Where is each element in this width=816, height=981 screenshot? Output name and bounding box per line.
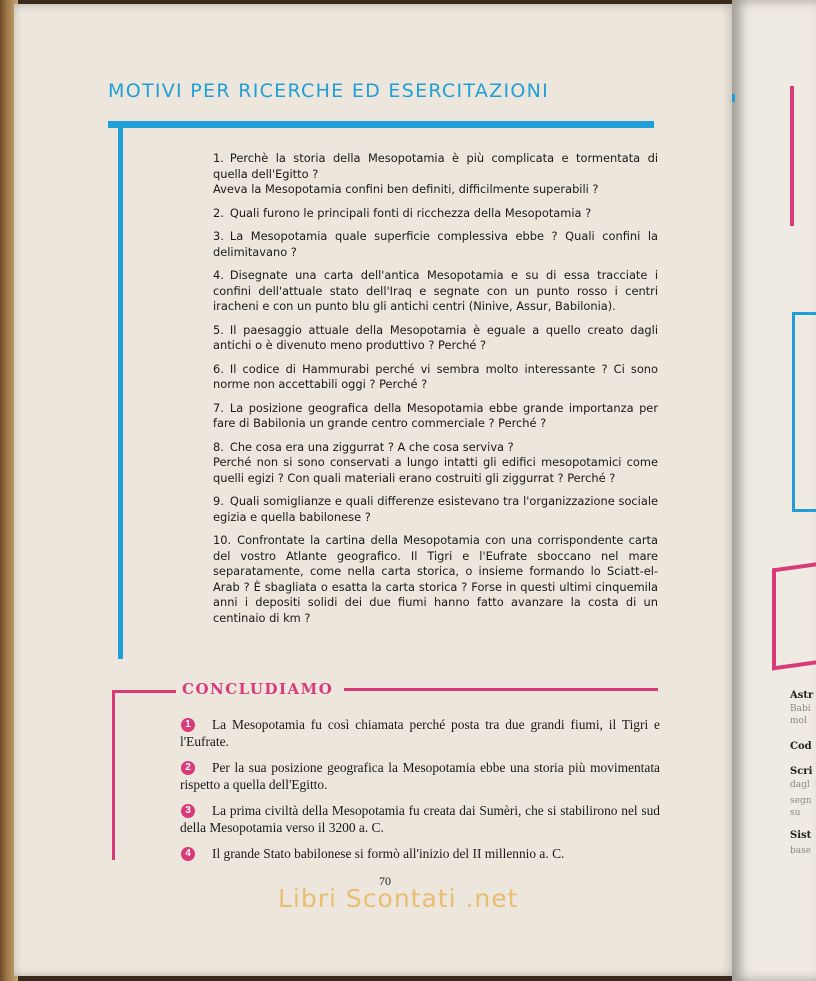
pink-frame-top-left <box>112 690 176 693</box>
pink-frame-left <box>112 690 115 860</box>
question-item: 5. Il paesaggio attuale della Mesopotamia è eguale a quello creato dagli antichi o è divenuto meno produttivo ? Perché ? <box>213 322 658 352</box>
number-bullet-icon: 1 <box>181 718 195 732</box>
pink-frame-top-right <box>344 688 658 691</box>
adjacent-pink-box <box>772 560 816 671</box>
adjacent-text-fragment: Cod <box>790 741 812 752</box>
adjacent-text-fragment: Babi <box>790 704 811 714</box>
number-bullet-icon: 3 <box>181 804 195 818</box>
conclusions-title: CONCLUDIAMO <box>182 680 334 698</box>
blue-frame-left-rule <box>118 121 123 659</box>
adjacent-pink-bar <box>790 86 794 226</box>
adjacent-text-fragment: base <box>790 846 812 856</box>
adjacent-text-fragment: Scri <box>790 766 813 777</box>
question-item: 1. Perchè la storia della Mesopotamia è più complicata e tormentata di quella dell'Egitto ? Aveva la Mesopotamia confini ben definiti, difficilmente superabili ? <box>213 151 658 196</box>
adjacent-text-fragment: segn <box>790 796 812 806</box>
conclusions-list <box>180 716 660 871</box>
question-item: 6. Il codice di Hammurabi perché vi sembra molto interessante ? Ci sono norme non accettabili oggi ? Perché ? <box>213 361 658 391</box>
question-item: 9. Quali somiglianze e quali differenze esistevano tra l'organizzazione sociale egizia e quella babilonese ? <box>213 494 658 524</box>
adjacent-text-fragment: mol <box>790 716 807 726</box>
conclusion-item: 2 Per la sua posizione geografica la Mesopotamia ebbe una storia più movimentata rispetto a quella dell'Egitto. <box>180 760 660 792</box>
number-bullet-icon: 4 <box>181 847 195 861</box>
adjacent-blue-box <box>792 312 816 512</box>
page-number: 70 <box>379 874 391 888</box>
question-item: 7. La posizione geografica della Mesopotamia ebbe grande importanza per fare di Babilonia un grande centro commerciale ? Perché ? <box>213 400 658 430</box>
blue-frame-top-rule <box>108 121 654 128</box>
conclusion-item: 1 La Mesopotamia fu così chiamata perché posta tra due grandi fiumi, il Tigri e l'Eufrate. <box>180 717 660 749</box>
adjacent-text-fragment: su <box>790 808 801 818</box>
number-bullet-icon: 2 <box>181 761 195 775</box>
section-title: MOTIVI PER RICERCHE ED ESERCITAZIONI <box>108 80 550 102</box>
adjacent-blue-mark <box>732 94 735 102</box>
question-item: 3. La Mesopotamia quale superficie complessiva ebbe ? Quali confini la delimitavano ? <box>213 229 658 259</box>
question-item: 2. Quali furono le principali fonti di ricchezza della Mesopotamia ? <box>213 205 592 220</box>
question-item: 8. Che cosa era una ziggurrat ? A che cosa serviva ? Perché non si sono conservati a lungo intatti gli edifici mesopotamici come quelli egizi ? Con quali materiali erano costruiti gli ziggurrat ? Perché ? <box>213 439 658 485</box>
adjacent-text-fragment: Astr <box>790 690 814 701</box>
adjacent-text-fragment: Sist <box>790 830 812 841</box>
adjacent-text-fragment: dagl <box>790 780 810 790</box>
watermark: Libri Scontati .net <box>278 884 519 913</box>
adjacent-page <box>732 0 816 981</box>
questions-list <box>213 151 658 634</box>
question-item: 4. Disegnate una carta dell'antica Mesopotamia e su di essa tracciate i confini dell'attuale stato dell'Iraq e segnate con un punto rosso i centri iracheni e con un punto blu gli antichi centri (Ninive, Assur, Babilonia). <box>213 268 658 313</box>
conclusion-item: 3 La prima civiltà della Mesopotamia fu creata dai Sumèri, che si stabilirono nel sud della Mesopotamia verso il 3200 a. C. <box>180 803 660 835</box>
question-item: 10. Confrontate la cartina della Mesopotamia con una corrispondente carta del vostro Atlante geografico. Il Tigri e l'Eufrate sboccano nel mare separatamente, come nella carta storica, o insieme formando lo Sciatt-el-Arab ? È sbagliata o esatta la carta storica ? Forse in questi ultimi cinquemila anni i depositi solidi dei due fiumi hanno fatto avanzare la costa di un centinaio di km ? <box>213 533 658 625</box>
conclusion-item: 4 Il grande Stato babilonese si formò all'inizio del II millennio a. C. <box>180 845 660 862</box>
